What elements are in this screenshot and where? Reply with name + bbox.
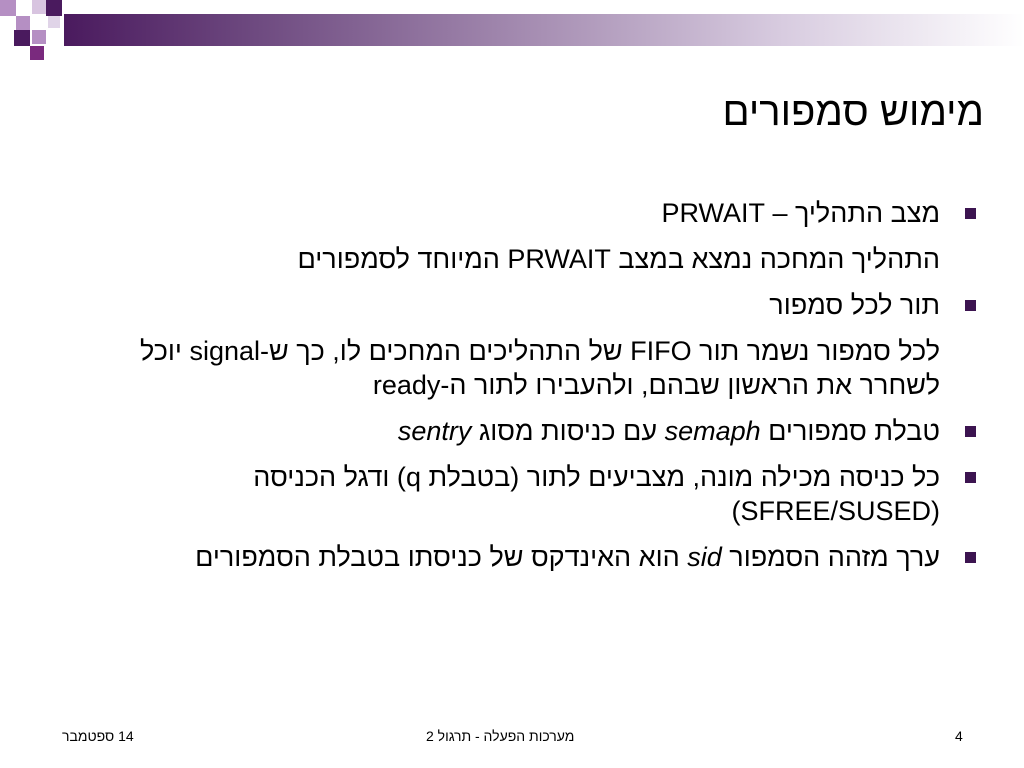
deco-square [32, 30, 46, 44]
bullet-text: טבלת סמפורים [760, 416, 940, 446]
square-bullet-icon [965, 552, 976, 563]
bullet-text: תור לכל סמפור [769, 290, 940, 320]
slide-content [116, 196, 976, 586]
body-text: התהליך המחכה נמצא במצב PRWAIT המיוחד לסמפורים [297, 244, 940, 274]
bullet-text: ערך מזהה הסמפור [721, 542, 940, 572]
bullet-text-state: PRWAIT [661, 198, 765, 228]
bullet-text-emphasis: sid [687, 542, 722, 572]
deco-square [14, 30, 30, 46]
square-bullet-icon [965, 300, 976, 311]
bullet-text: הוא האינדקס של כניסתו בטבלת הסמפורים [195, 542, 688, 572]
footer-page-number: 4 [955, 728, 963, 744]
square-bullet-icon [965, 208, 976, 219]
deco-square [30, 46, 44, 60]
bullet-item [116, 460, 976, 528]
footer-date: 14 ספטמבר [62, 728, 134, 744]
footer-course: מערכות הפעלה - תרגול 2 [426, 728, 575, 744]
bullet-text: עם כניסות מסוג [471, 416, 665, 446]
title-gradient-bar [64, 14, 1024, 46]
deco-square [0, 0, 16, 16]
body-text: לכל סמפור נשמר תור FIFO של התהליכים המחכים לו, כך ש-signal יוכל לשחרר את הראשון שבהם, ולהעבירו לתור ה-ready [139, 336, 940, 400]
deco-square [32, 0, 46, 14]
bullet-item [116, 540, 976, 574]
deco-square [48, 16, 60, 28]
bullet-item [116, 196, 976, 230]
slide-title: מימוש סמפורים [722, 90, 984, 134]
bullet-text: מצב התהליך – [764, 198, 940, 228]
deco-square [16, 16, 30, 30]
bullet-text: כל כניסה מכילה מונה, מצביעים לתור (בטבלת q) ודגל הכניסה (SFREE/SUSED) [253, 462, 940, 526]
bullet-item [116, 288, 976, 322]
square-bullet-icon [965, 426, 976, 437]
square-bullet-icon [965, 472, 976, 483]
bullet-text-emphasis: semaph [664, 416, 761, 446]
deco-square [46, 0, 62, 16]
bullet-text-emphasis: sentry [397, 416, 472, 446]
bullet-item [116, 414, 976, 448]
